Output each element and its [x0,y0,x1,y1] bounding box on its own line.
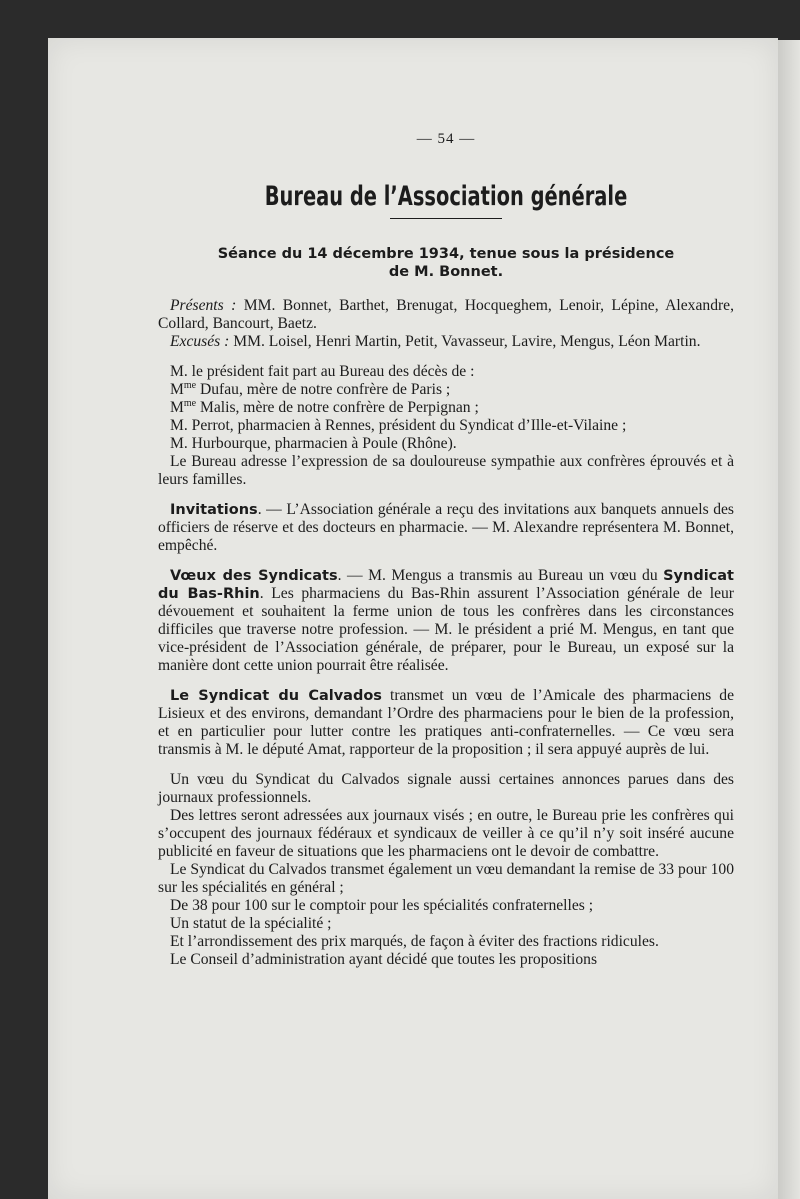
calvados-text: transmet un vœu de l’Amicale des pharmaciens de Lisieux et des environs, demandant l’Ordre des pharmaciens pour le bien de la profession, et en particulier pour lutter contre les pratiques anti-confraternelles. — Ce vœu sera transmis à M. le député Amat, rapporteur de la proposition ; il sera appuyé auprès de lui. [158,687,734,758]
voeux-text-1: . — M. Mengus a transmis au Bureau un vœu du [337,567,664,584]
document-page [48,38,778,1199]
voeux-syndicat: Syndicat du Bas-Rhin [158,568,734,602]
death-item-2-sup: me [183,397,197,409]
death-item-1-prefix: M [170,381,184,398]
invitations-heading: Invitations [170,502,258,518]
invitations-text: . — L’Association générale a reçu des invitations aux banquets annuels des officiers de réserve et des docteurs en pharmacie. — M. Alexandre représentera M. Bonnet, empêché. [158,501,734,554]
death-item-1 [158,381,734,399]
calvados-comptoir-paragraph: De 38 pour 100 sur le comptoir pour les spécialités confraternelles ; [170,897,594,914]
condolences-paragraph: Le Bureau adresse l’expression de sa douloureuse sympathie aux confrères éprouvés et à leurs familles. [158,453,734,488]
present-label: Présents : [170,297,237,314]
calvados-annonces-paragraph: Un vœu du Syndicat du Calvados signale aussi certaines annonces parues dans des journaux professionnels. [158,771,734,806]
death-item-4: M. Hurbourque, pharmacien à Poule (Rhône). [170,435,457,452]
deaths-intro: M. le président fait part au Bureau des décès de : [170,363,475,380]
calvados-remise-paragraph: Le Syndicat du Calvados transmet également un vœu demandant la remise de 33 pour 100 sur les spécialités en général ; [158,861,734,896]
subtitle-line-1: Séance du 14 décembre 1934, tenue sous la présidence [217,246,675,262]
calvados-statut-paragraph: Un statut de la spécialité ; [170,915,332,932]
calvados-prix-paragraph: Et l’arrondissement des prix marqués, de façon à éviter des fractions ridicules. [170,933,659,950]
subtitle-line-2: de M. Bonnet. [388,264,504,280]
voeux-paragraph [158,567,734,675]
excused-names: MM. Loisel, Henri Martin, Petit, Vavasseur, Lavire, Mengus, Léon Martin. [229,333,701,350]
death-item-2-text: Malis, mère de notre confrère de Perpignan ; [196,399,479,416]
conseil-paragraph: Le Conseil d’administration ayant décidé que toutes les propositions [170,951,598,968]
calvados-heading: Le Syndicat du Calvados [170,688,382,704]
excused-paragraph [158,333,734,351]
death-item-2-prefix: M [170,399,184,416]
death-item-1-text: Dufau, mère de notre confrère de Paris ; [196,381,451,398]
voeux-text-2: . Les pharmaciens du Bas-Rhin assurent l’Association générale de leur dévouement et souhaitent la ferme union de tous les confrères dans les circonstances difficiles que traverse notre profession. — M. le président a prié M. Mengus, en tant que vice-président de l’Association générale, de préparer, pour le Bureau, un exposé sur la manière dont cette union pourrait être réalisée. [158,585,734,674]
death-item-2 [158,399,734,417]
present-names: MM. Bonnet, Barthet, Brenugat, Hocqueghem, Lenoir, Lépine, Alexandre, Collard, Bancourt, Baetz. [158,297,735,332]
voeux-heading: Vœux des Syndicats [170,568,338,584]
invitations-paragraph [158,501,734,555]
page-title: Bureau de l’Association générale [264,181,628,212]
meeting-subtitle [158,245,734,281]
calvados-paragraph [158,687,734,759]
page-edge [776,40,800,1199]
death-item-1-sup: me [183,379,197,391]
page-content [158,130,734,969]
page-number: — 54 — [416,131,476,147]
death-item-3: M. Perrot, pharmacien à Rennes, président du Syndicat d’Ille-et-Vilaine ; [170,417,627,434]
title-divider [390,218,502,219]
excused-label: Excusés : [170,333,230,350]
calvados-lettres-paragraph: Des lettres seront adressées aux journaux visés ; en outre, le Bureau prie les confrères qui s’occupent des journaux fédéraux et syndicaux de veiller à ce qu’il n’y soit inséré aucune publicité en faveur de situations que les pharmaciens ont le devoir de combattre. [158,807,734,860]
present-paragraph [158,297,734,333]
